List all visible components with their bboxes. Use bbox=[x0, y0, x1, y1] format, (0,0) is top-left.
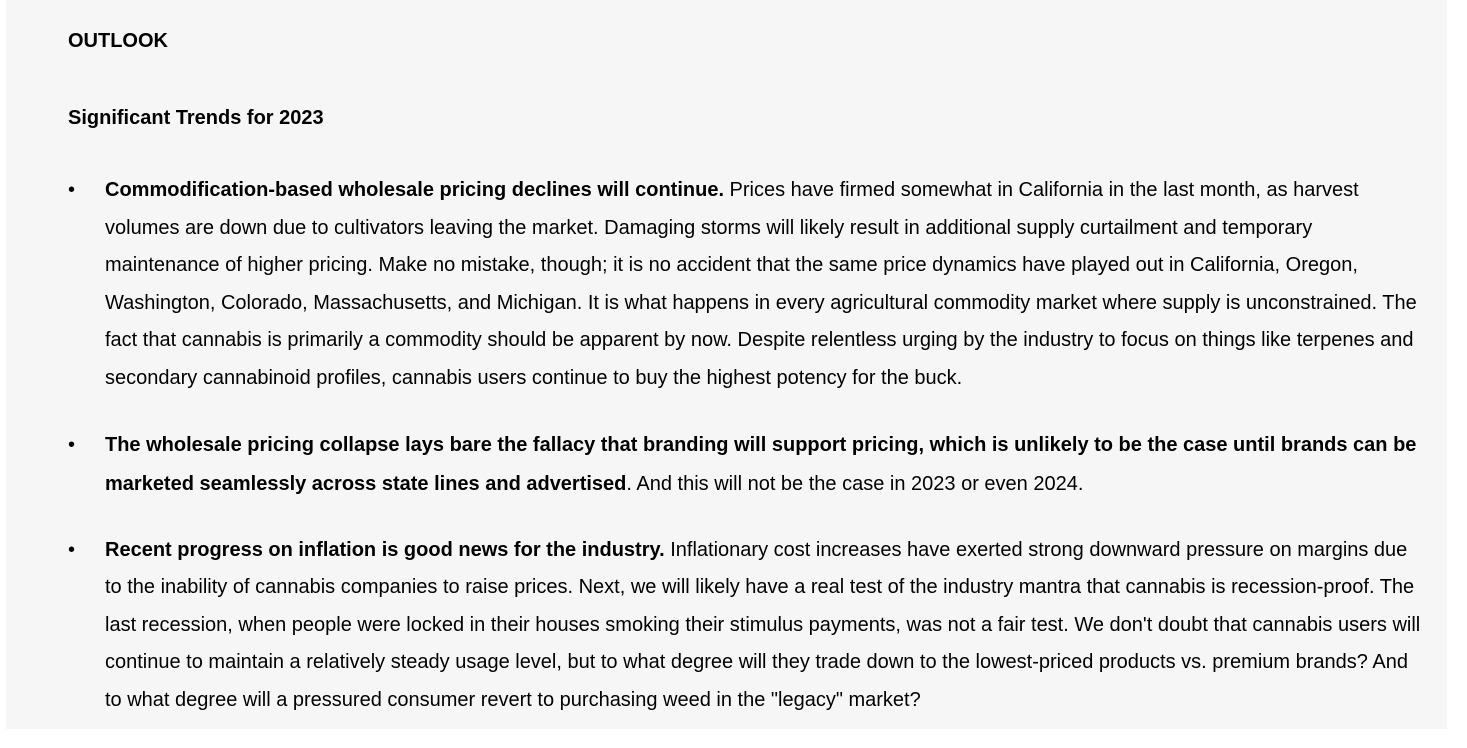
bullet-icon: • bbox=[68, 179, 76, 201]
bullet-icon: • bbox=[68, 433, 76, 456]
trend-lead: Recent progress on inflation is good news for the industry. bbox=[105, 538, 665, 561]
trends-list bbox=[68, 172, 1428, 720]
list-item bbox=[68, 172, 1428, 398]
trend-body: . And this will not be the case in 2023 or even 2024. bbox=[626, 472, 1084, 495]
trend-body: Prices have firmed somewhat in California in the last month, as harvest volumes are down due to cultivators leaving the market. Damaging storms will likely result in additional supply curtailment and temporary maintenance of higher pricing. Make no mistake, though; it is no accident that the same price dynamics have played out in California, Oregon, Washington, Colorado, Massachusetts, and Michigan. It is what happens in every agricultural commodity market where supply is unconstrained. The fact that cannabis is primarily a commodity should be apparent by now. Despite relentless urging by the industry to focus on things like terpenes and secondary cannabinoid profiles, cannabis users continue to buy the highest potency for the buck. bbox=[105, 179, 1417, 389]
trend-lead: Commodification-based wholesale pricing declines will continue. bbox=[105, 179, 724, 201]
list-item bbox=[68, 532, 1428, 720]
list-item bbox=[68, 426, 1428, 504]
trend-lead: The wholesale pricing collapse lays bare the fallacy that branding will support pricing, which is unlikely to be the case until brands can be marketed seamlessly across state lines and advertised bbox=[105, 433, 1417, 495]
bullet-icon: • bbox=[68, 538, 76, 561]
subtitle: Significant Trends for 2023 bbox=[68, 107, 324, 129]
document-page bbox=[6, 0, 1447, 729]
trend-body: Inflationary cost increases have exerted strong downward pressure on margins due to the inability of cannabis companies to raise prices. Next, we will likely have a real test of the industry mantra that cannabis is recession-proof. The last recession, when people were locked in their houses smoking their stimulus payments, was not a fair test. We don't doubt that cannabis users will continue to maintain a relatively steady usage level, but to what degree will they trade down to the lowest-priced products vs. premium brands? And to what degree will a pressured consumer revert to purchasing weed in the "legacy" market? bbox=[105, 538, 1421, 711]
document-content bbox=[68, 28, 1428, 748]
section-title: OUTLOOK bbox=[68, 30, 168, 52]
